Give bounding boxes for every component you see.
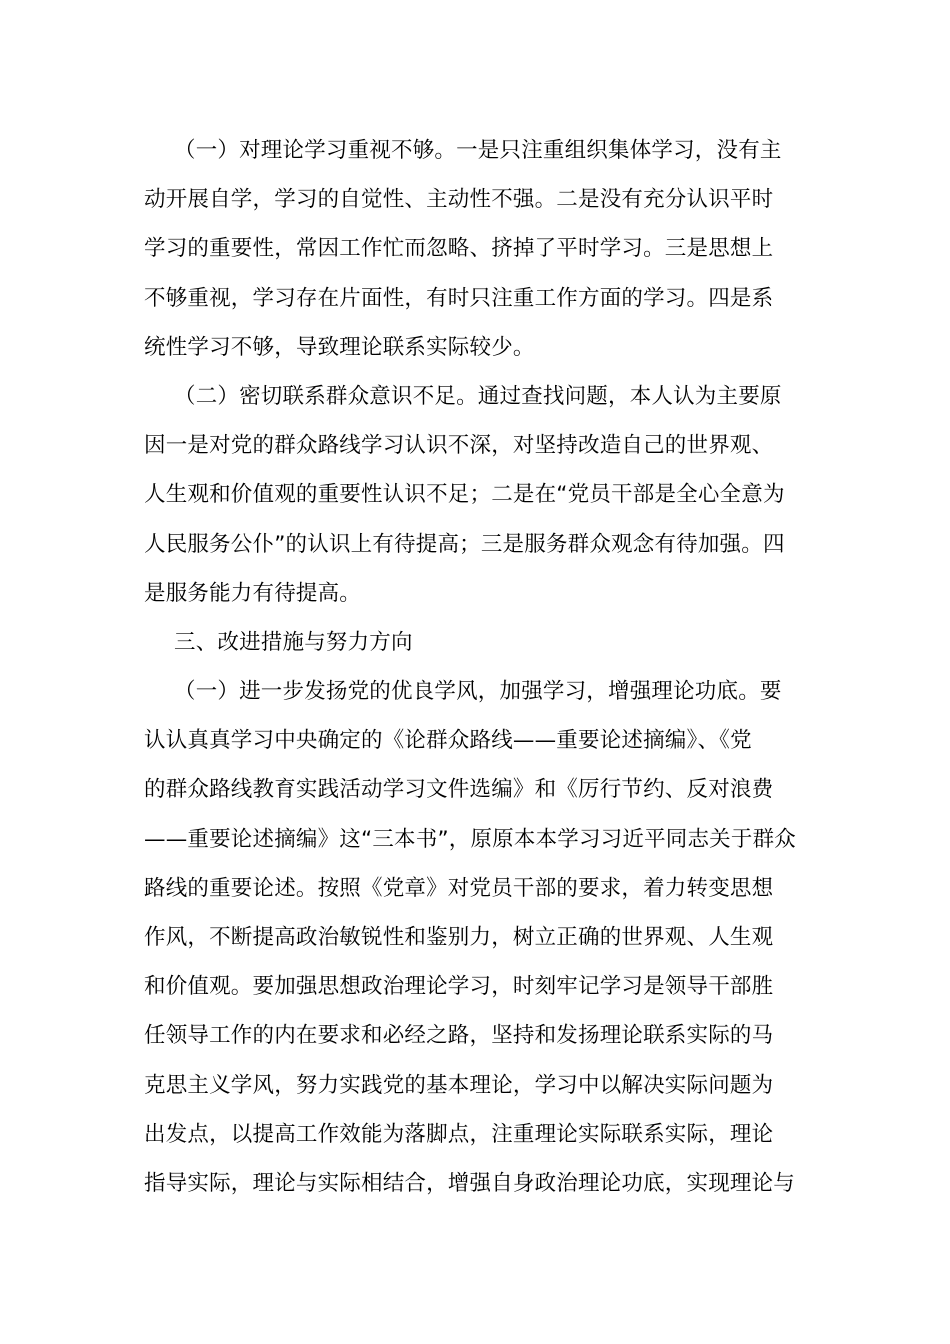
paragraph-line: 路线的重要论述。按照《党章》对党员干部的要求，着力转变思想 <box>144 875 774 901</box>
document-body <box>144 126 806 1208</box>
paragraph-line: 出发点，以提高工作效能为落脚点，注重理论实际联系实际，理论 <box>144 1121 774 1147</box>
paragraph-line: 学习的重要性，常因工作忙而忽略、挤掉了平时学习。三是思想上 <box>144 236 774 262</box>
paragraph-line: 指导实际，理论与实际相结合，增强自身政治理论功底，实现理论与 <box>144 1170 796 1196</box>
paragraph-line: 是服务能力有待提高。 <box>144 580 362 606</box>
paragraph-line: 人民服务公仆”的认识上有待提高；三是服务群众观念有待加强。四 <box>144 531 785 557</box>
paragraph-line: 的群众路线教育实践活动学习文件选编》和《厉行节约、反对浪费 <box>144 777 774 803</box>
paragraph-line: 克思主义学风，努力实践党的基本理论，学习中以解决实际问题为 <box>144 1072 774 1098</box>
paragraph-line: 因一是对党的群众路线学习认识不深，对坚持改造自己的世界观、 <box>144 433 774 459</box>
paragraph-line: （一）进一步发扬党的优良学风，加强学习，增强理论功底。要 <box>174 679 782 705</box>
paragraph-line: 任领导工作的内在要求和必经之路，坚持和发扬理论联系实际的马 <box>144 1023 774 1049</box>
section-heading: 三、改进措施与努力方向 <box>174 629 413 655</box>
paragraph-line: （二）密切联系群众意识不足。通过查找问题，本人认为主要原 <box>174 383 782 409</box>
paragraph-line: 不够重视，学习存在片面性，有时只注重工作方面的学习。四是系 <box>144 285 774 311</box>
paragraph-line: 认认真真学习中央确定的《论群众路线——重要论述摘编》、《党 <box>144 728 752 754</box>
paragraph-line: 作风，不断提高政治敏锐性和鉴别力，树立正确的世界观、人生观 <box>144 925 774 950</box>
paragraph-line: 统性学习不够，导致理论联系实际较少。 <box>144 334 535 360</box>
paragraph-line: 动开展自学，学习的自觉性、主动性不强。二是没有充分认识平时 <box>144 187 774 213</box>
paragraph-line: ——重要论述摘编》这“三本书”，原原本本学习习近平同志关于群众 <box>144 826 796 852</box>
paragraph-line: （一）对理论学习重视不够。一是只注重组织集体学习，没有主 <box>174 138 782 163</box>
paragraph-line: 人生观和价值观的重要性认识不足；二是在“党员干部是全心全意为 <box>144 482 785 508</box>
paragraph-line: 和价值观。要加强思想政治理论学习，时刻牢记学习是领导干部胜 <box>144 974 774 1000</box>
